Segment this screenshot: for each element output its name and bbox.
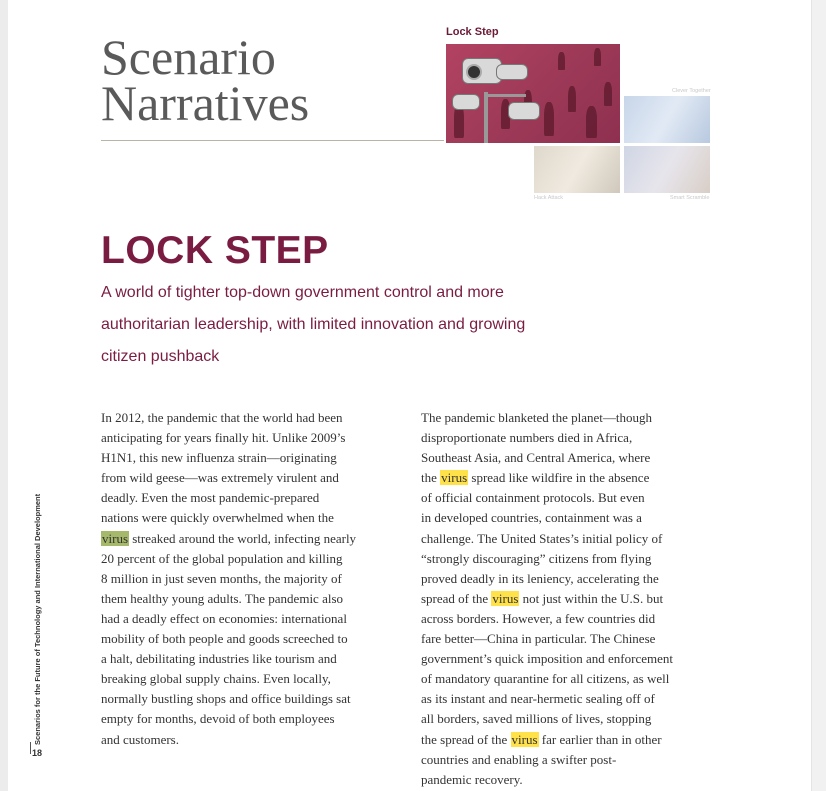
body-text-line	[101, 488, 401, 508]
section-subtitle	[101, 277, 571, 373]
body-text-segment: of mandatory quarantine for all citizens, as well	[421, 671, 670, 687]
body-text-segment: challenge. The United States’s initial policy of	[421, 530, 663, 546]
body-text-segment: Southeast Asia, and Central America, where	[421, 450, 651, 466]
body-text-segment: from wild geese—was extremely virulent and	[101, 470, 339, 486]
body-text-segment: 8 million in just seven months, the majority of	[101, 570, 342, 586]
title-rule	[101, 140, 444, 141]
body-text-segment: spread like wildfire in the absence	[468, 470, 650, 486]
body-column-left	[101, 408, 401, 750]
body-text-line	[421, 609, 721, 629]
body-text-line	[421, 689, 721, 709]
body-text-segment: pandemic recovery.	[421, 771, 523, 787]
body-text-line	[421, 529, 721, 549]
body-text-line	[101, 689, 401, 709]
body-text-line	[101, 669, 401, 689]
body-text-segment: disproportionate numbers died in Africa,	[421, 430, 633, 446]
sidebar-rule	[30, 742, 31, 754]
body-text-line	[421, 709, 721, 729]
body-text-line	[421, 488, 721, 508]
body-text-segment: empty for months, devoid of both employees	[101, 711, 335, 727]
page-title-line-1: Scenario	[101, 29, 276, 85]
body-text-line	[101, 448, 401, 468]
body-text-segment: 20 percent of the global population and killing	[101, 550, 343, 566]
highlighted-word: virus	[102, 530, 128, 546]
body-text-line	[101, 468, 401, 488]
thumb-label-clever: Clever Together	[672, 88, 711, 94]
body-text-line	[421, 730, 721, 750]
body-text-line	[421, 649, 721, 669]
body-text-line	[421, 549, 721, 569]
body-text-segment: normally bustling shops and office buildings sat	[101, 691, 351, 707]
body-text-segment: breaking global supply chains. Even locally,	[101, 671, 331, 687]
smart-scramble-thumbnail	[624, 146, 710, 193]
body-text-line	[421, 448, 721, 468]
body-text-segment: streaked around the world, infecting nearly	[129, 530, 357, 546]
thumb-label-smart: Smart Scramble	[670, 195, 710, 201]
body-text-line	[421, 629, 721, 649]
subtitle-line: A world of tighter top-down government control and more	[101, 284, 504, 301]
body-column-right	[421, 408, 721, 790]
body-text-segment: In 2012, the pandemic that the world had been	[101, 410, 343, 425]
body-text-segment: deadly. Even the most pandemic-prepared	[101, 490, 320, 506]
body-text-line	[101, 549, 401, 569]
body-text-line	[101, 589, 401, 609]
body-text-segment: not just within the U.S. but	[519, 590, 664, 606]
body-text-line	[101, 408, 401, 428]
body-text-segment: mobility of both people and goods screeched to	[101, 631, 348, 647]
body-text-segment: a halt, debilitating industries like tourism and	[101, 651, 337, 667]
body-text-segment: government’s quick imposition and enforcement	[421, 651, 673, 667]
body-text-line	[101, 569, 401, 589]
body-text-line	[421, 468, 721, 488]
body-text-segment: fare better—China in particular. The Chinese	[421, 631, 656, 647]
highlighted-word: virus	[492, 590, 519, 606]
body-text-line	[101, 508, 401, 528]
highlighted-word: virus	[441, 470, 468, 486]
body-text-segment: H1N1, this new influenza strain—originating	[101, 450, 337, 466]
body-text-line	[421, 750, 721, 770]
body-text-segment: the	[421, 470, 441, 486]
body-text-line	[101, 629, 401, 649]
body-text-line	[421, 408, 721, 428]
clever-together-thumbnail	[624, 96, 710, 143]
body-text-line	[421, 770, 721, 790]
body-text-segment: across borders. However, a few countries did	[421, 610, 656, 626]
body-text-segment: “strongly discouraging” citizens from flying	[421, 550, 652, 566]
body-text-segment: The pandemic blanketed the planet—though	[421, 410, 653, 425]
body-text-line	[421, 569, 721, 589]
body-text-segment: anticipating for years finally hit. Unlike 2009’s	[101, 430, 346, 446]
body-text-line	[421, 589, 721, 609]
body-text-segment: had a deadly effect on economies: international	[101, 610, 347, 626]
body-text-segment: them healthy young adults. The pandemic also	[101, 590, 344, 606]
body-text-line	[101, 428, 401, 448]
body-text-segment: of official containment protocols. But even	[421, 490, 645, 506]
section-heading: LOCK STEP	[101, 229, 329, 272]
body-text-line	[101, 730, 401, 750]
hack-attack-thumbnail	[534, 146, 620, 193]
subtitle-line: citizen pushback	[101, 348, 220, 365]
body-text-segment: and customers.	[101, 731, 179, 747]
body-text-line	[101, 529, 401, 549]
highlighted-word: virus	[511, 731, 538, 747]
body-text-segment: spread of the	[421, 590, 492, 606]
body-text-line	[421, 428, 721, 448]
body-text-segment: far earlier than in other	[538, 731, 662, 747]
body-text-line	[101, 609, 401, 629]
body-text-segment: in developed countries, containment was a	[421, 510, 642, 526]
body-text-segment: proved deadly in its leniency, accelerating the	[421, 570, 659, 586]
body-text-segment: countries and enabling a swifter post-	[421, 751, 617, 767]
thumb-label-hack: Hack Attack	[534, 195, 564, 201]
page-number: 18	[32, 748, 43, 758]
page-title-line-2: Narratives	[101, 75, 310, 131]
body-text-line	[421, 669, 721, 689]
body-text-line	[101, 709, 401, 729]
subtitle-line: authoritarian leadership, with limited innovation and growing	[101, 316, 526, 333]
page-title	[101, 29, 310, 131]
body-text-segment: nations were quickly overwhelmed when the	[101, 510, 334, 526]
sidebar-running-title: Scenarios for the Future of Technology and International Development	[33, 493, 42, 745]
scrollbar-track[interactable]	[811, 0, 826, 791]
body-text-line	[421, 508, 721, 528]
page-left-margin	[0, 0, 8, 791]
body-text-segment: the spread of the	[421, 731, 511, 747]
image-label: Lock Step	[446, 26, 499, 38]
body-text-segment: all borders, saved millions of lives, stopping	[421, 711, 652, 727]
surveillance-camera-photo	[446, 44, 620, 143]
body-text-segment: as its instant and near-hermetic sealing off of	[421, 691, 655, 707]
body-text-line	[101, 649, 401, 669]
